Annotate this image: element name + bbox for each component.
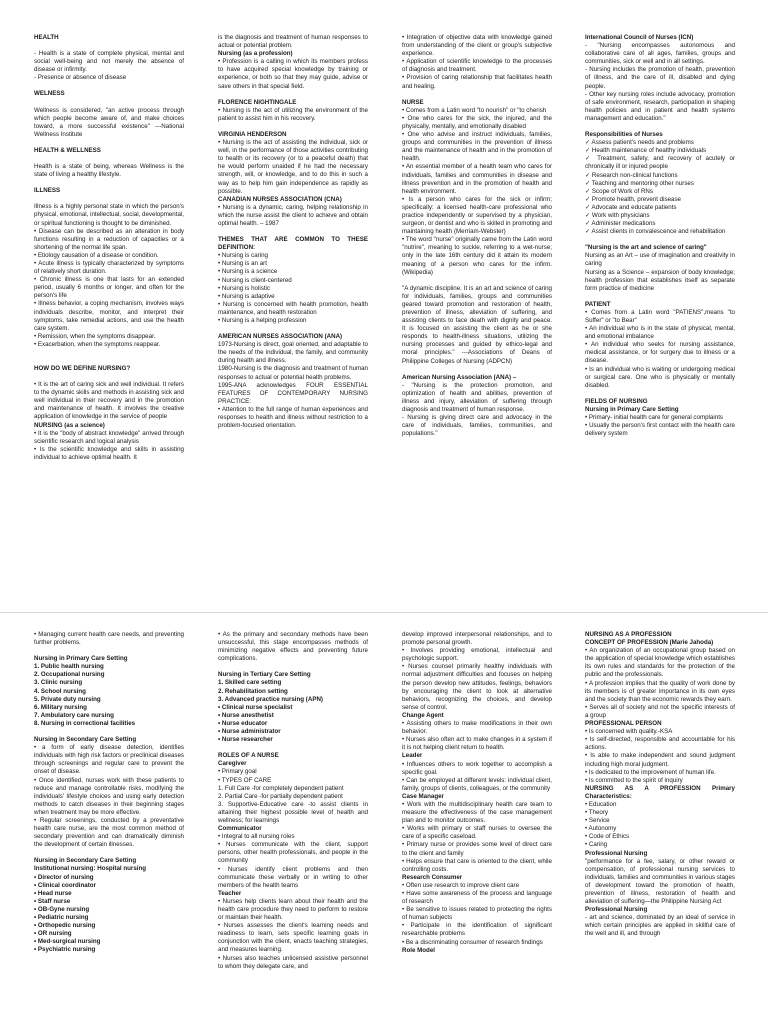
paragraph: Nursing as an Art – use of imagination and creativity in caring [585,252,735,268]
paragraph: • Nursing is an art [218,260,267,268]
spacer [218,325,368,333]
section-heading: • OR nursing [34,930,72,938]
paragraph: • Integration of objective data with knowledge gained from understanding of the client or group's subjective experience. [402,34,552,58]
paragraph: • Once identified, nurses work with these patients to reduce and manage controllable risks, modifying the individuals' lifestyle choices and using early detection methods to catch diseases in their beginning stages when treatment may be more effective. [34,776,184,816]
paragraph: • Have some awareness of the process and language of research [402,890,552,906]
paragraph: • Often use research to improve client care [402,881,520,889]
section-heading: American Nursing Association (ANA) – [402,373,517,381]
paragraph: • Work with the multidisciplinary health care team to measure the effectiveness of the case management plan and to monitor outcomes. [402,800,552,825]
section-heading: • Orthopedic nursing [34,922,96,930]
spacer [585,390,735,398]
paragraph: • Service [585,817,610,825]
paragraph: • Exacerbation, when the symptoms reappear. [34,340,161,348]
spacer [402,366,552,374]
section-heading: 5. Private duty nursing [34,695,101,703]
paragraph: Nursing as a Science – expansion of body knowledge; health profession that establishes itself as separate form practice of medicine [585,268,735,292]
paragraph: "performance for a fee, salary, or other reward or compensation, of professional nursing services to individuals, families and communities in various stages of development toward the promotion of health, prevention of illness, restoration of health and alleviation of suffering—the Philippine Nursing Act [585,857,735,906]
paragraph: • The word "nurse" originally came from the Latin word "nutrire", meaning to suckle, referring to a wet-nurse; only in the late 16th century did it attain its modern meaning of a person who cares for the infirm.(Wikipedia) [402,236,552,276]
paragraph: 1. Full Care -for completely dependent patient [218,784,344,792]
spacer [218,91,368,99]
section-heading: HOW DO WE DEFINE NURSING? [34,365,131,372]
section-heading: Leader [402,752,423,760]
section-heading: NURSING AS A PROFESSION [585,631,672,638]
paragraph: is the diagnosis and treatment of human responses to actual or potential problem. [218,34,368,50]
section-heading: Professional Nursing [585,906,648,914]
paragraph: • Nurses communicate with the client, support persons, other health professionals, and people in the community [218,841,368,865]
section-heading: HEALTH & WELLNESS [34,146,101,154]
paragraph: ✓ Health maintenance of healthy individuals [585,147,707,155]
paragraph: • Is the scientific knowledge and skills in assisting individual to achieve optimal health. It [34,445,184,461]
section-heading: AMERICAN NURSES ASSOCIATION (ANA) [218,333,343,341]
paragraph: Wellness is considered, "an active process through which people become aware of, and make choices toward, a more successful existence" ---National Wellness Institute [34,106,184,138]
section-heading: 2. Rehabilitation setting [218,687,288,695]
paragraph: • Works with primary or staff nurses to oversee the care of a specific caseload. [402,825,552,841]
paragraph: ✓ Promote health, prevent disease [585,195,681,203]
paragraph: • Regular screenings, conducted by a preventative health care nurse, are the most common method of secondary prevention and can dramatically diminish the development of certain illnesses. [34,816,184,849]
paragraph: • Influences others to work together to accomplish a specific goal. [402,760,552,776]
paragraph: • Is concerned with quality.-KSA [585,728,673,736]
section-heading: Role Model [402,946,436,954]
section-heading: Teacher [218,889,242,897]
paragraph: • Nursing is adaptive [218,292,275,300]
spacer [34,647,184,655]
section-heading: • Head nurse [34,889,72,897]
paragraph: • Comes from a Latin word "to nourish" or "to cherish [402,106,547,114]
section-heading: International Council of Nurses (ICN) [585,34,694,41]
paragraph: • Attention to the full range of human experiences and responses to health and illness without restriction to a problem-focused orientation. [218,405,368,430]
paragraph: 1980-Nursing is the diagnosis and treatment of human responses to actual or potential health problems. [218,365,368,381]
paragraph: - art and science, dominated by an ideal of service in which certain principles are applied in skillful care of the well and ill, and through [585,914,735,938]
paragraph: • One who cares for the sick, the injured, and the physically, mentally, and emotionally disabled [402,114,552,130]
paragraph: • Nursing is holistic [218,284,271,292]
section-heading: NURSING AS A PROFESSION Primary Characteristics: [585,784,735,800]
section-heading: THEMES THAT ARE COMMON TO THESE DEFINITION: [218,236,368,252]
paragraph: • An organization of an occupational group based on the application of special knowledge which establishes its own rules and standards for the protection of the public and the professionals. [585,647,735,679]
paragraph: • Participate in the identification of significant researchable problems [402,922,552,938]
spacer [402,277,552,285]
paragraph: • Chronic illness is one that lasts for an extended period, usually 6 months or longer, and often for the person's life [34,276,184,300]
section-heading: 6. Military nursing [34,703,87,711]
paragraph: • Nursing is client-centered [218,276,292,284]
paragraph: • Nursing is the act of utilizing the environment of the patient to assist him in his recovery. [218,106,368,122]
section-heading: 7. Ambulatory care nursing [34,711,114,719]
paragraph: ✓ Treatment, safety, and recovery of acutely or chronically ill or injured people [585,155,735,171]
paragraph: • Nursing is a science [218,268,278,276]
document-page-2 [0,612,768,1024]
paragraph: ✓ Work with physicians [585,211,650,219]
paragraph: - "Nursing is the protection promotion, and optimization of health and abilities, prevention of illness and injury, alleviation of suffering through diagnosis and treatment of human response. [402,381,552,414]
section-heading: HEALTH [34,34,59,41]
spacer [218,123,368,131]
paragraph: • TYPES OF CARE [218,776,272,784]
paragraph: • Assisting others to make modifications in their own behavior. [402,720,552,736]
paragraph: • Code of Ethics [585,833,630,841]
section-heading: Nursing in Primary Care Setting [34,655,128,663]
paragraph: • Nursing is caring [218,252,268,260]
paragraph: • Nurses counsel primarily healthy individuals with normal adjustment difficulties and focuses on helping the person develop new attitudes, feelings, behaviors by encouraging the client to look at alternative behaviors, recognizing the choices, and develop sense of control. [402,663,552,711]
section-heading: Nursing in Secondary Care Setting [34,857,137,865]
paragraph: • Illness behavior, a coping mechanism, involves ways individuals describe, monitor, and interpret their symptoms, take remedial actions, and use the health care system. [34,300,184,332]
spacer [34,849,184,857]
paragraph: ✓ Scope of Work of RNs [585,187,653,195]
section-heading: Professional Nursing [585,849,648,857]
paragraph: - Presence or absence of disease [34,74,127,82]
paragraph: • Usually the person's first contact with the health care delivery system [585,422,735,438]
paragraph: ✓ Assist clients in convalescence and rehabilitation [585,228,726,236]
paragraph: • Provision of caring relationship that facilitates health and healing. [402,74,552,90]
section-heading: • Director of nursing [34,873,94,881]
paragraph: • Nurses assesses the client's learning needs and readiness to learn, sets specific learning goals in conjunction with the client, enacts teaching strategies, and measures learning. [218,922,368,954]
paragraph: • Be sensitive to issues related to protecting the rights of human subjects [402,906,552,922]
paragraph: • Is a person who cares for the sick or infirm; specifically: a licensed health-care professional who practice independently or supervised by a physician, surgeon, or dentist and who is skilled in promoting and maintaining health (Merriam-Webster) [402,195,552,236]
section-heading: • Staff nurse [34,897,71,905]
paragraph: - Other key nursing roles include advocacy, promotion of safe environment, research, participation in shaping health policies and in patient and health systems management and education." [585,90,735,122]
paragraph: • Remission, when the symptoms disappear. [34,332,156,340]
paragraph: • Primary nurse or provides some level of direct care to the client and family [402,841,552,857]
paragraph: • Autonomy [585,825,617,833]
paragraph: • a form of early disease detection, identifies individuals with high risk factors or preclinical diseases through screenings and regular care to prevent the onset of disease. [34,744,184,776]
paragraph: Illness is a highly personal state in which the person's physical, emotional, intellectual, social, developmental, or spiritual functioning is thought to be diminished. [34,203,184,227]
paragraph: • Primary- initial health care for general complaints [585,414,724,422]
paragraph: • Caring [585,841,608,849]
section-heading: • Clinical coordinator [34,881,96,889]
column-4 [585,631,735,939]
paragraph: ✓ Advocate and educate patients [585,203,677,211]
paragraph: ✓ Teaching and mentoring other nurses [585,179,694,187]
paragraph: - Nursing is giving direct care and advocacy in the care of individuals, families, communities, and populations." [402,414,552,438]
section-heading: 3. Clinic nursing [34,679,83,687]
section-heading: Communicator [218,825,262,833]
paragraph: 1995-ANA acknowledges FOUR ESSENTIAL FEATURES OF CONTEMPORARY NURSING PRACTICE: [218,381,368,405]
section-heading: WELNESS [34,90,65,98]
section-heading: 2. Occupational nursing [34,671,105,679]
paragraph: • Nursing is a dynamic, caring, helping relationship in which the nurse assist the client to achieve and obtain optimal health. – 1987 [218,203,368,227]
spacer [34,349,184,357]
column-2 [218,34,368,430]
section-heading: ILLNESS [34,187,61,195]
column-3 [402,34,552,438]
paragraph: 1973-Nursing is direct, goal oriented, and adaptable to the needs of the individual, the family, and community during health and illness. [218,341,368,365]
paragraph: • Primary goal [218,768,257,776]
paragraph: • An individual who seeks for nursing assistance, medical assistance, or for surgery due to illness or a disease. [585,341,735,365]
paragraph: • Education [585,800,617,808]
section-heading: PROFESSIONAL PERSON [585,720,662,728]
paragraph: • It is the "body of abstract knowledge" arrived through scientific research and logical analysis [34,429,184,445]
section-heading: CANADIAN NURSES ASSOCIATION (CNA) [218,195,342,203]
paragraph: • As the primary and secondary methods have been unsuccessful, this stage encompasses methods of minimizing negative effects and preventing future complications. [218,631,368,663]
paragraph: 3. Supportive-Educative care -to assist clients in attaining their highest possible level of health and wellness; for learnings [218,800,368,824]
section-heading: PATIENT [585,300,611,308]
paragraph: develop improved interpersonal relationships, and to promote personal growth. [402,631,552,647]
spacer [34,179,184,187]
section-heading: • Clinical nurse specialist [218,703,293,711]
section-heading: NURSING (as a science) [34,421,105,429]
paragraph: • An essential member of a health team who cares for individuals, families and communities in disease and illness prevention and in the promotion of health and health environment. [402,163,552,195]
section-heading: 3. Advanced practice nursing (APN) [218,695,323,703]
paragraph: • Nursing is a helping profession [218,317,307,324]
column-2 [218,631,368,971]
paragraph: • Integral to all nursing roles [218,833,295,841]
paragraph: • It is the art of caring sick and well individual. It refers to the dynamic skills and methods in assisting sick and well individual in their recovery and in the promotion and maintenance of health. It involves the creative application of knowledge in the service of people [34,381,184,421]
section-heading: Nursing in Tertiary Care Setting [218,671,311,679]
paragraph: • Nursing is the act of assisting the individual, sick or well, in the performance of those activities contributing to health or its recovery (or to a peaceful death) that he would perform unaided if he had the necessary strength, will, or knowledge, and to do this in such a way as to help him gain independence as rapidly as possible. [218,139,368,195]
section-heading: ROLES OF A NURSE [218,752,279,760]
spacer [34,139,184,147]
spacer [585,236,735,244]
paragraph: • Is an individual who is waiting or undergoing medical or surgical care. One who is physically or mentally disabled. [585,365,735,389]
paragraph: • Can be employed at different levels: individual client, family, groups of clients, colleagues, or the community [402,776,552,792]
section-heading: FLORENCE NIGHTINGALE [218,98,297,106]
paragraph: • Nurses identify client problems and then communicate these verbally or in writing to other members of the health teams [218,865,368,889]
paragraph: • Is dedicated to the improvement of human life. [585,768,716,776]
paragraph: ✓ Research non-clinical functions [585,171,678,179]
paragraph: • Etiology causation of a disease or condition. [34,251,159,259]
paragraph: "A dynamic discipline. It is an art and science of caring for individuals, families, groups and communities geared toward promotion and restoration of health, prevention of illness, alleviation of suffering, and assisting clients to face death with dignity and peace. It is focused on assisting the client as he or she responds to health-illness situations, utilizing the nursing processes and guided by ethico-legal and moral principles." ---Associations of Deans of Philippine Colleges of Nursing (ADPCN) [402,284,552,365]
spacer [34,82,184,90]
spacer [585,293,735,301]
paragraph: • Involves providing emotional, intellectual and psychologic support. [402,647,552,663]
spacer [218,744,368,752]
section-heading: Change Agent [402,711,444,719]
paragraph: • Is committed to the spirit of inquiry [585,776,683,784]
section-heading: • Nurse anesthetist [218,711,274,719]
column-1 [34,34,184,462]
section-heading: Institutional nursing: Hospital nursing [34,865,147,873]
paragraph: • Serves all of society and not the specific interests of a group [585,703,735,719]
section-heading: • Psychiatric nursing [34,946,96,954]
paragraph: - Nursing includes the promotion of health, prevention of illness, and the care of ill, disabled and dying people. [585,66,735,90]
column-3 [402,631,552,955]
paragraph: ✓ Assess patient's needs and problems [585,139,694,147]
section-heading: Nursing in Secondary Care Setting [34,736,137,744]
paragraph: • Nurses also often act to make changes in a system if it is not helping client return to health. [402,736,552,752]
section-heading: Nursing in Primary Care Setting [585,405,679,413]
section-heading: • Nurse researcher [218,736,273,744]
section-heading: Responsibilities of Nurses [585,131,663,139]
paragraph: • A profession implies that the quality of work done by its members is of greater importance in its own eyes and the society than the economic rewards they earn. [585,679,735,703]
section-heading: • Pediatric nursing [34,914,89,921]
spacer [34,42,184,50]
spacer [585,123,735,131]
paragraph: ✓ Administer medications [585,220,656,228]
paragraph: • Disease can be described as an alteration in body functions resulting in a reduction of capacities or a shortening of the normal life span. [34,227,184,251]
section-heading: Research Consumer [402,873,463,881]
section-heading: Caregiver [218,760,247,768]
spacer [402,91,552,99]
section-heading: Case Manager [402,792,444,800]
section-heading: Nursing (as a profession) [218,50,293,58]
paragraph: • Comes from a Latin word "PATIENS",means "to Suffer" or "to Bear" [585,308,735,324]
section-heading: 1. Public health nursing [34,663,104,671]
paragraph: • Profession is a calling in which its members profess to have acquired special knowledge by training or experience, or both so that they may guide, advise or save others in that special field. [218,58,368,90]
section-heading: 4. School nursing [34,687,86,695]
spacer [34,728,184,736]
paragraph: • Application of scientific knowledge to the processes of diagnosis and treatment. [402,58,552,74]
paragraph: • Acute illness is typically characterized by symptoms of relatively short duration. [34,259,184,276]
paragraph: • Is self-directed, responsible and accountable for his actions. [585,736,735,752]
paragraph: • One who advise and instruct individuals, families, groups and communities in the prevention of illness and the maintenance of health and in the promotion of health. [402,131,552,163]
paragraph: • Helps ensure that care is oriented to the client, while controlling costs. [402,857,552,873]
paragraph: • Nurses help clients learn about their health and the health care procedure they need to perform to restore or maintain their health. [218,897,368,922]
paragraph: • Theory [585,809,609,817]
paragraph: - "Nursing encompasses autonomous and collaborative care of all ages, families, groups and communities, sick or well and in all settings. [585,42,735,66]
paragraph: 2. Partial Care -for partially dependent patient [218,792,343,800]
column-1 [34,631,184,954]
paragraph: Health is a state of being, whereas Wellness is the state of living a healthy lifestyle. [34,163,184,179]
spacer [34,357,184,365]
spacer [218,228,368,236]
section-heading: 1. Skilled care setting [218,679,282,687]
spacer [34,155,184,163]
paragraph: - Health is a state of complete physical, mental and social well-being and not merely the absence of disease or infirmity. [34,50,184,74]
section-heading: CONCEPT OF PROFESSION (Marie Jahoda) [585,639,714,647]
section-heading: NURSE [402,98,424,106]
section-heading: VIRGINIA HENDERSON [218,130,287,138]
spacer [218,663,368,671]
spacer [34,373,184,381]
paragraph: • An individual who is in the state of physical, mental, and emotional imbalance [585,325,735,341]
section-heading: • OB-Gyne nursing [34,905,90,913]
spacer [34,195,184,203]
paragraph: • Is able to make independent and sound judgment including high moral judgment. [585,752,735,768]
section-heading: • Nurse administrator [218,728,281,736]
section-heading: • Nurse educator [218,719,268,727]
paragraph: • Nurses also teaches unlicensed assistive personnel to whom they delegate care, and [218,954,368,970]
section-heading: • Med-surgical nursing [34,938,101,946]
column-4 [585,34,735,438]
paragraph: • Nursing is concerned with health promotion, health maintenance, and health restoration [218,300,368,316]
paragraph: • Managing current health care needs, and preventing further problems. [34,631,184,647]
section-heading: FIELDS OF NURSING [585,397,648,405]
section-heading: "Nursing is the art and science of caring" [585,244,707,252]
paragraph: • Be a discriminating consumer of research findings [402,938,543,946]
section-heading: 8. Nursing in correctional facilities [34,719,136,727]
spacer [34,99,184,107]
